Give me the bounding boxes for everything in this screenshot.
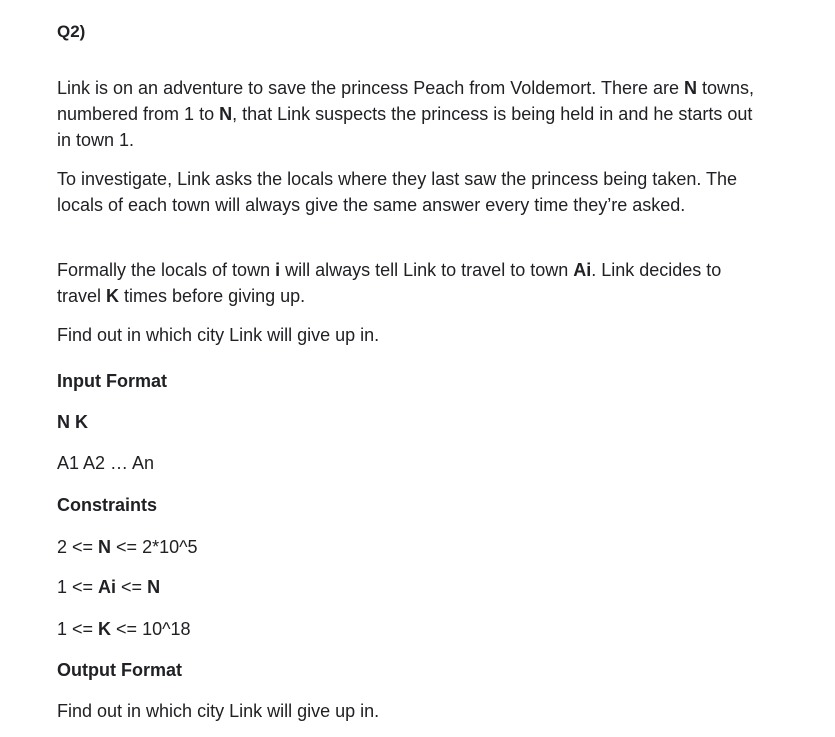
input-line-1: N K xyxy=(57,412,88,432)
investigate-paragraph: To investigate, Link asks the locals where they last saw the princess being taken. The locals of each town will always give the same answer every time they’re asked. xyxy=(57,169,738,215)
task-paragraph: Find out in which city Link will give up in. xyxy=(57,325,380,345)
input-format-heading: Input Format xyxy=(57,371,167,391)
var-k: K xyxy=(106,286,120,306)
var-i: i xyxy=(275,260,281,280)
intro-paragraph xyxy=(57,75,767,153)
question-title: Q2) xyxy=(57,22,86,41)
var-n: N xyxy=(219,104,233,124)
var-n: N xyxy=(684,78,698,98)
formal-text-3: . Link decides to travel xyxy=(57,260,722,306)
output-format-text: Find out in which city Link will give up in. xyxy=(57,701,380,721)
intro-text-3: , that Link suspects the princess is being held in and he starts out in town 1. xyxy=(57,104,753,150)
constraint-text: 1 <= xyxy=(57,619,99,639)
constraint-text: <= 2*10^5 xyxy=(111,537,198,557)
constraint-n xyxy=(57,534,198,560)
var-n: N xyxy=(147,577,161,597)
formal-text-1: Formally the locals of town xyxy=(57,260,276,280)
formal-paragraph xyxy=(57,257,767,309)
constraint-text: 2 <= xyxy=(57,537,99,557)
var-ai: Ai xyxy=(98,577,117,597)
intro-text-2: towns, numbered from 1 to xyxy=(57,78,755,124)
constraint-text: 1 <= xyxy=(57,577,99,597)
constraint-k xyxy=(57,616,191,642)
constraints-heading: Constraints xyxy=(57,495,158,515)
formal-text-2: will always tell Link to travel to town xyxy=(280,260,574,280)
constraint-ai xyxy=(57,574,160,600)
var-n: N xyxy=(98,537,112,557)
input-line-2: A1 A2 … An xyxy=(57,453,155,473)
var-ai: Ai xyxy=(573,260,592,280)
constraint-text: <= xyxy=(116,577,148,597)
output-format-heading: Output Format xyxy=(57,660,182,680)
formal-text-4: times before giving up. xyxy=(119,286,306,306)
constraint-text: <= 10^18 xyxy=(111,619,191,639)
var-k: K xyxy=(98,619,112,639)
intro-text-1: Link is on an adventure to save the princess Peach from Voldemort. There are xyxy=(57,78,685,98)
